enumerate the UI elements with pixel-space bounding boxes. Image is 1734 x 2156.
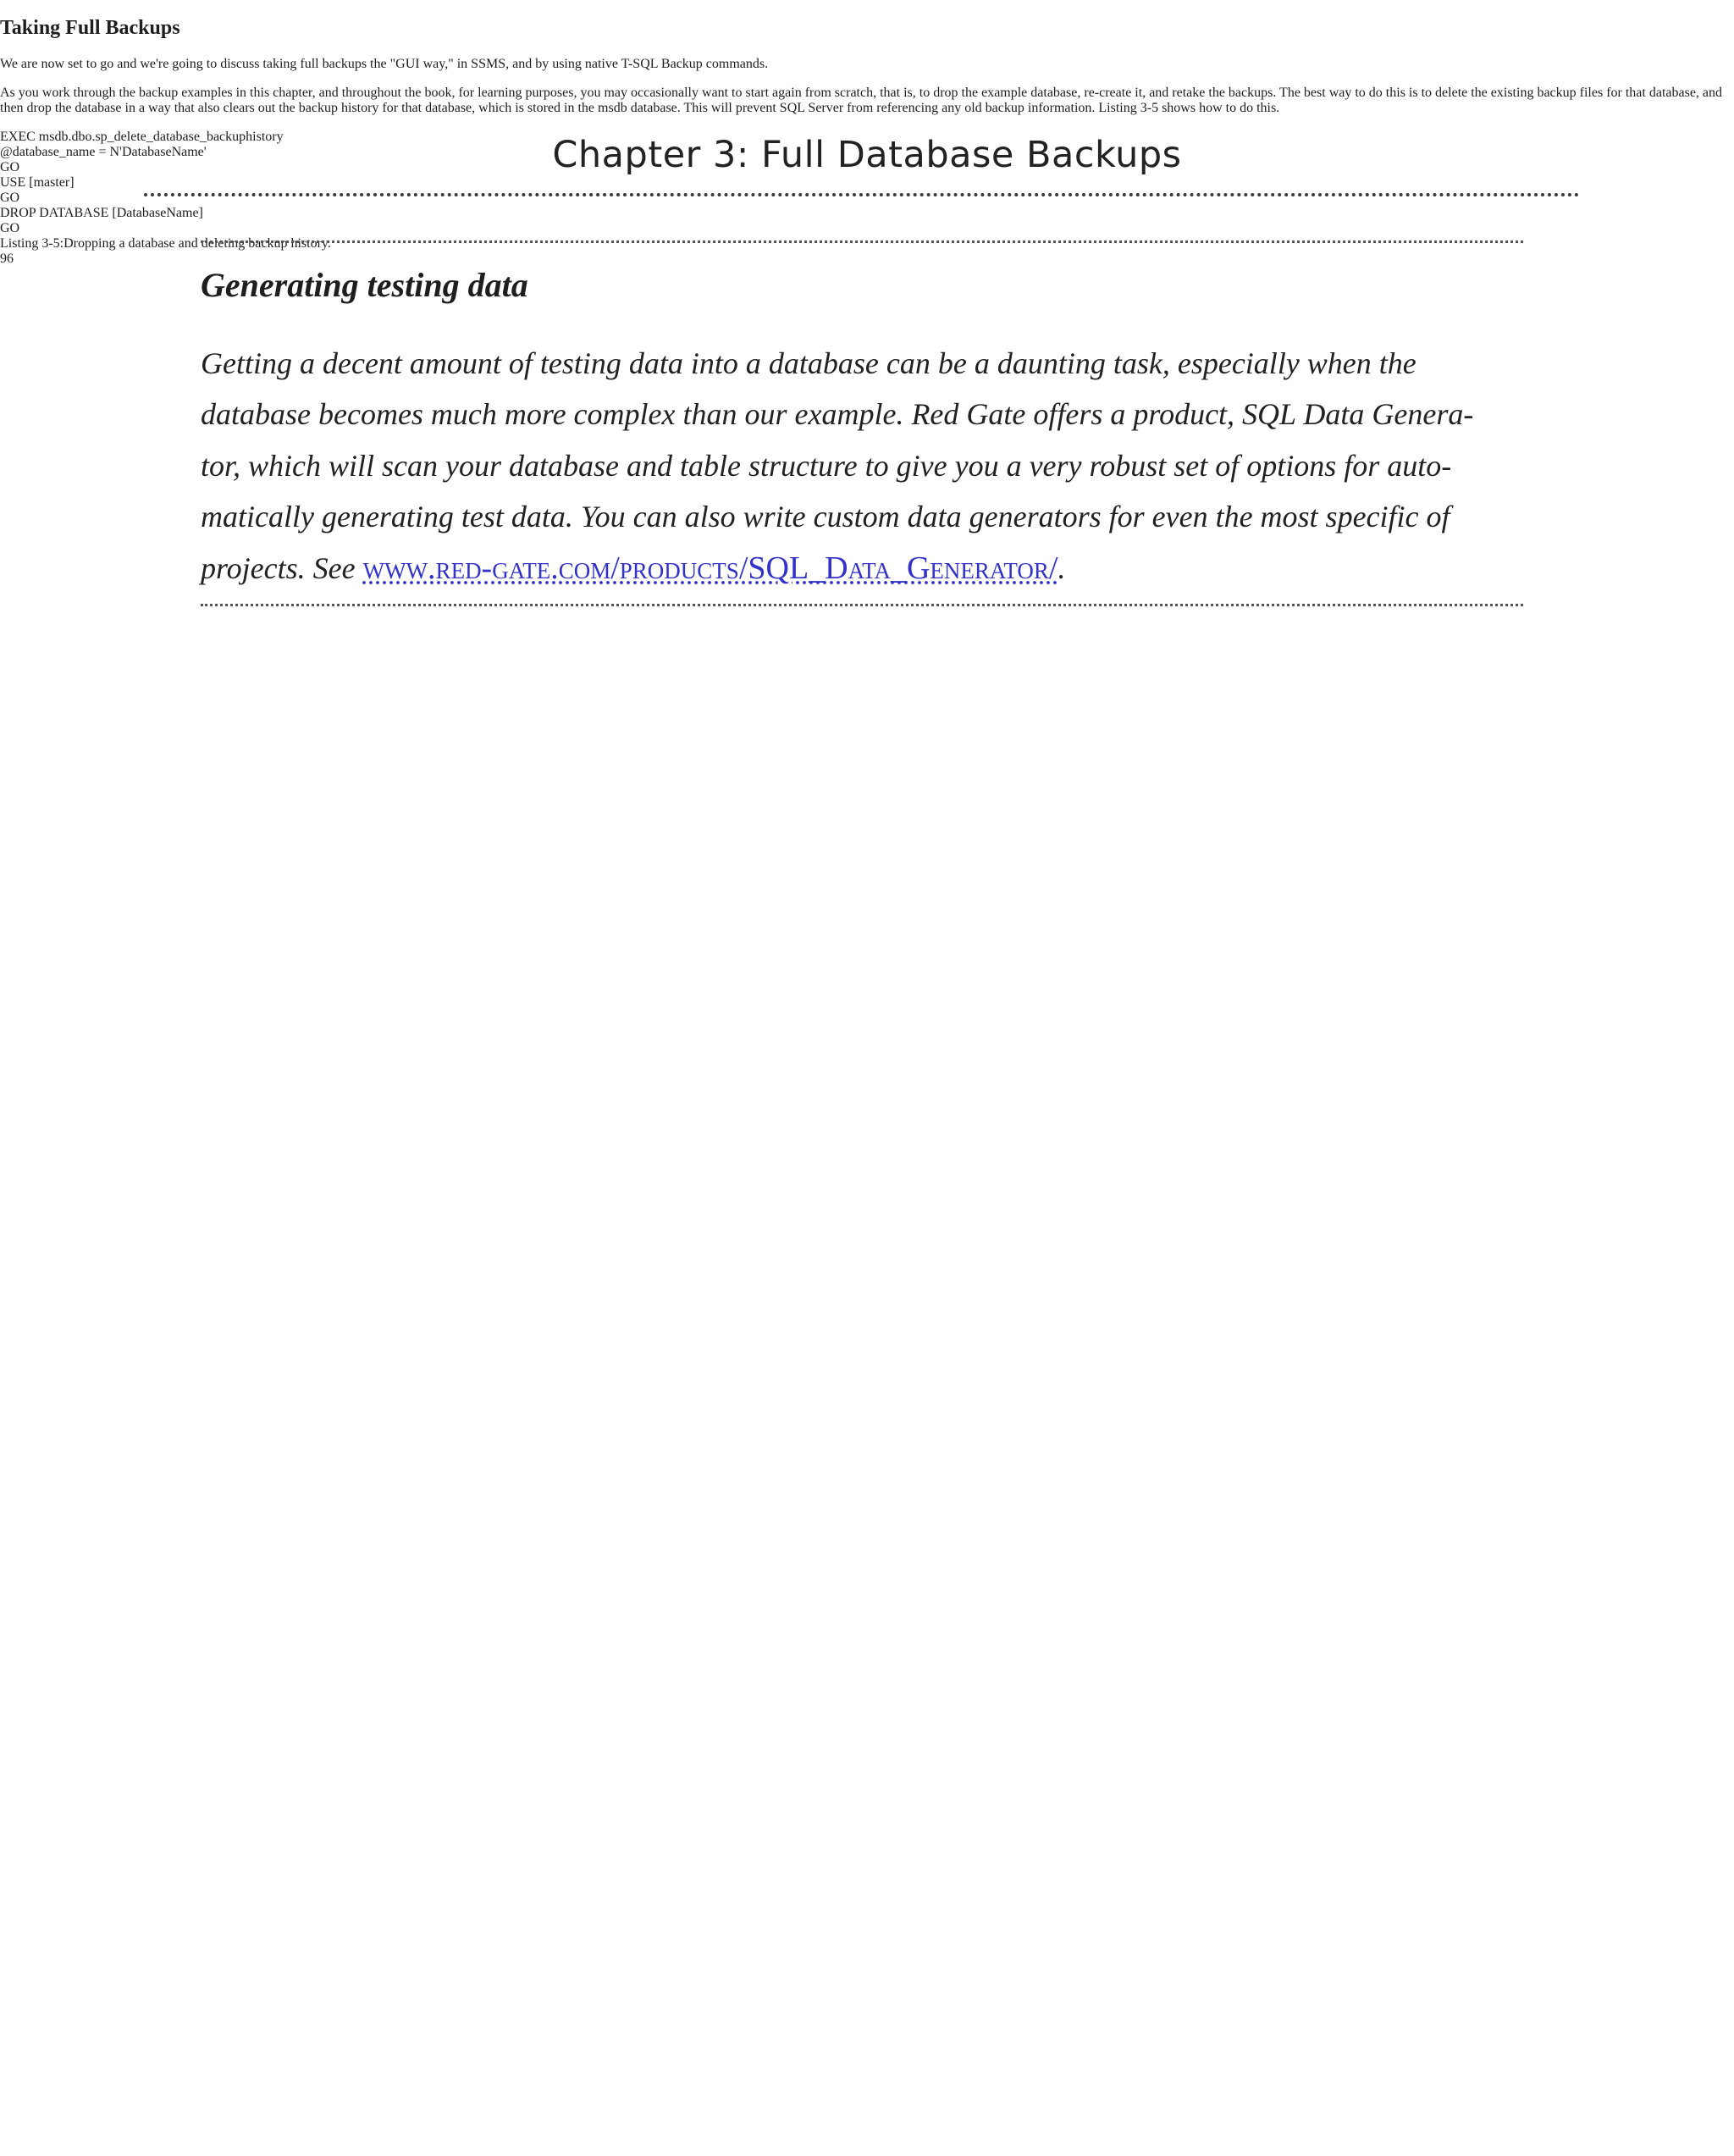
note-body <box>201 338 1523 594</box>
code-keyword: GO <box>0 190 20 205</box>
code-bracket: [ <box>108 205 117 220</box>
header-divider <box>144 193 1580 196</box>
note-line <box>201 543 1523 594</box>
note-title: Generating testing data <box>201 265 528 304</box>
note-line-prefix: projects. See <box>201 550 363 585</box>
note-line: tor, which will scan your database and table structure to give you a very robust set of options for auto- <box>201 448 1452 483</box>
code-line <box>0 175 1734 191</box>
inline-code-msdb: msdb <box>598 100 627 115</box>
body-paragraph-intro: We are now set to go and we're going to discuss taking full backups the "GUI way," in SSMS, and by using native T-SQL Backup commands. <box>0 56 769 71</box>
sql-data-generator-link[interactable]: www.red-gate.com/products/SQL_Data_Generator/ <box>362 550 1058 586</box>
chapter-header-title: Chapter 3: Full Database Backups <box>552 133 1182 176</box>
page-number: 96 <box>0 251 14 266</box>
code-keyword: USE <box>0 174 26 190</box>
code-identifier: dbo <box>71 129 92 144</box>
code-string: N'DatabaseName' <box>109 144 207 159</box>
code-line <box>0 221 1734 236</box>
note-line: matically generating test data. You can also write custom data generators for even the most specific of <box>201 500 1450 534</box>
code-parameter: @database_name <box>0 144 96 159</box>
code-identifier: msdb <box>35 129 69 144</box>
code-dot: . <box>68 129 72 144</box>
code-placeholder-name: DatabaseName <box>116 205 199 220</box>
code-operator: = <box>95 144 110 159</box>
caption-label: Listing 3-5: <box>0 235 64 251</box>
code-procedure: sp_delete_database_backuphistory <box>95 129 284 144</box>
code-keyword: DROP DATABASE <box>0 205 109 220</box>
code-keyword: GO <box>0 220 20 235</box>
body-paragraph-backup-history <box>0 86 1734 116</box>
caption-text: Dropping a database and deleting backup history. <box>64 235 331 251</box>
section-heading: Taking Full Backups <box>0 16 180 39</box>
code-identifier: [master] <box>25 174 75 190</box>
paragraph-text: As you work through the backup examples in this chapter, and throughout the book, for learning purposes, you may occasionally want to start again from scratch, that is, to drop the example database, re-create it, and retake the backups. The best way to do this is to delete the existing backup files for that database, and then drop the database in a way that also clears out the backup history for that database, which is stored in the <box>0 85 1723 115</box>
paragraph-text: database. This will prevent SQL Server from referencing any old backup information. Listing 3-5 shows how to do this. <box>627 100 1280 115</box>
code-line <box>0 206 1734 221</box>
code-keyword: EXEC <box>0 129 36 144</box>
note-box <box>201 240 1523 606</box>
note-line: Getting a decent amount of testing data into a database can be a daunting task, especially when the <box>201 346 1416 380</box>
code-keyword: GO <box>0 159 20 174</box>
note-line-suffix: . <box>1058 550 1066 585</box>
code-dot: . <box>91 129 96 144</box>
note-line: database becomes much more complex than our example. Red Gate offers a product, SQL Data Genera- <box>201 397 1474 432</box>
code-bracket: ] <box>198 205 203 220</box>
